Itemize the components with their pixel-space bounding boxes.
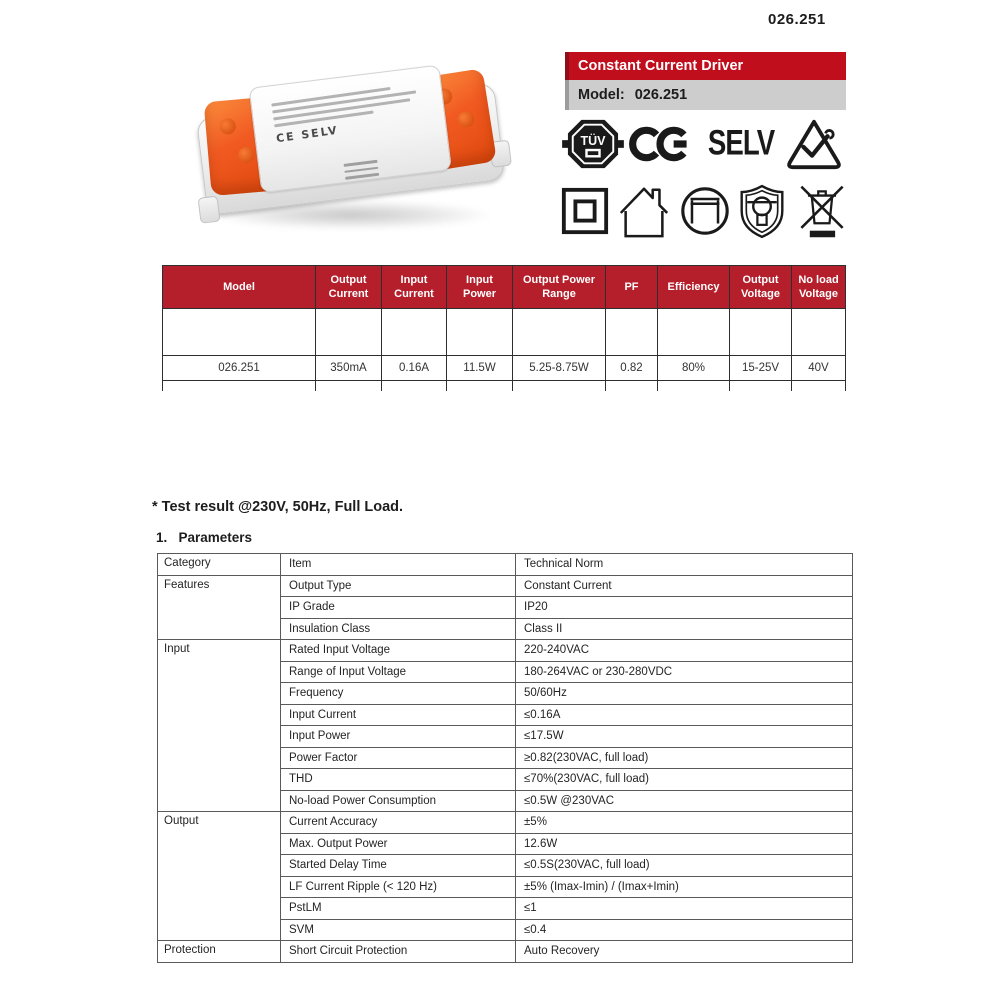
selv-icon: SELV (708, 123, 775, 163)
spec-output-current: 350mA (316, 356, 382, 381)
param-item: LF Current Ripple (< 120 Hz) (281, 876, 516, 898)
model-value: 026.251 (634, 87, 688, 103)
param-item: SVM (281, 919, 516, 941)
param-norm: Auto Recovery (516, 941, 853, 963)
spec-header-output-current: Output Current (316, 266, 382, 309)
param-item: THD (281, 769, 516, 791)
parameters-table (157, 553, 853, 963)
param-item: Insulation Class (281, 618, 516, 640)
param-item: Output Type (281, 575, 516, 597)
spec-no-load-voltage: 40V (792, 356, 846, 381)
parameters-heading: 1. Parameters (156, 530, 253, 545)
param-item: PstLM (281, 898, 516, 920)
cert-icons-row2 (560, 177, 852, 245)
spec-cutoff-row (163, 381, 846, 392)
table-row (158, 941, 853, 963)
param-item: Item (281, 554, 516, 576)
title-banner (565, 52, 846, 110)
vent-slits (344, 160, 380, 183)
param-norm: ±5% (516, 812, 853, 834)
cert-icons-row1 (562, 114, 846, 174)
param-norm: 50/60Hz (516, 683, 853, 705)
param-category: Output (158, 812, 281, 941)
spec-header-row (163, 266, 846, 309)
param-norm: ≤70%(230VAC, full load) (516, 769, 853, 791)
spec-header-no-load-voltage: No load Voltage (792, 266, 846, 309)
table-row (158, 575, 853, 597)
param-item: No-load Power Consumption (281, 790, 516, 812)
banner-title: Constant Current Driver (565, 52, 846, 80)
spec-header-input-power: Input Power (447, 266, 513, 309)
param-category: Input (158, 640, 281, 812)
param-category: Category (158, 554, 281, 576)
spec-header-efficiency: Efficiency (658, 266, 730, 309)
rcm-icon (782, 117, 846, 171)
tuv-icon (562, 117, 624, 171)
param-item: Started Delay Time (281, 855, 516, 877)
mounting-ear-left (198, 196, 221, 224)
spec-input-current: 0.16A (382, 356, 447, 381)
spec-header-model: Model (163, 266, 316, 309)
class-ii-icon (560, 186, 610, 236)
doc-number: 026.251 (768, 11, 826, 28)
spec-efficiency: 80% (658, 356, 730, 381)
param-norm: IP20 (516, 597, 853, 619)
spec-header-output-voltage: Output Voltage (730, 266, 792, 309)
param-item: Max. Output Power (281, 833, 516, 855)
model-label: Model: (578, 87, 625, 103)
control-gear-circle-icon (678, 184, 732, 238)
param-norm: ≤0.4 (516, 919, 853, 941)
param-norm: 12.6W (516, 833, 853, 855)
param-norm: 180-264VAC or 230-280VDC (516, 661, 853, 683)
param-item: Current Accuracy (281, 812, 516, 834)
spec-data-row (163, 356, 846, 381)
protection-shield-icon (738, 182, 786, 240)
param-norm: ±5% (Imax-Imin) / (Imax+Imin) (516, 876, 853, 898)
param-norm: ≤0.16A (516, 704, 853, 726)
spec-pf: 0.82 (606, 356, 658, 381)
table-row (158, 554, 853, 576)
indoor-use-icon (616, 182, 672, 240)
spec-empty-row (163, 309, 846, 356)
param-norm: ≤0.5W @230VAC (516, 790, 853, 812)
param-item: IP Grade (281, 597, 516, 619)
param-norm: 220-240VAC (516, 640, 853, 662)
param-norm: Technical Norm (516, 554, 853, 576)
param-category: Features (158, 575, 281, 640)
test-result-note: * Test result @230V, 50Hz, Full Load. (152, 499, 404, 515)
spec-output-voltage: 15-25V (730, 356, 792, 381)
spec-header-pf: PF (606, 266, 658, 309)
param-category: Protection (158, 941, 281, 963)
param-norm: ≥0.82(230VAC, full load) (516, 747, 853, 769)
param-item: Short Circuit Protection (281, 941, 516, 963)
spec-table (162, 265, 848, 391)
param-item: Rated Input Voltage (281, 640, 516, 662)
param-norm: ≤1 (516, 898, 853, 920)
spec-model: 026.251 (163, 356, 316, 381)
spec-header-output-power-range: Output Power Range (513, 266, 606, 309)
table-row (158, 640, 853, 662)
spec-header-input-current: Input Current (382, 266, 447, 309)
param-item: Power Factor (281, 747, 516, 769)
param-norm: Class II (516, 618, 853, 640)
param-norm: ≤17.5W (516, 726, 853, 748)
product-photo (188, 50, 520, 258)
param-item: Range of Input Voltage (281, 661, 516, 683)
spec-input-power: 11.5W (447, 356, 513, 381)
label-marks: CE SELV (275, 123, 340, 146)
banner-model-bar (565, 80, 846, 110)
svg-text:TÜV: TÜV (580, 133, 606, 148)
param-norm: ≤0.5S(230VAC, full load) (516, 855, 853, 877)
ce-icon (629, 119, 701, 169)
param-item: Frequency (281, 683, 516, 705)
spec-output-power-range: 5.25-8.75W (513, 356, 606, 381)
param-item: Input Current (281, 704, 516, 726)
weee-bin-icon (792, 181, 852, 241)
param-item: Input Power (281, 726, 516, 748)
driver-label (271, 82, 427, 145)
param-norm: Constant Current (516, 575, 853, 597)
table-row (158, 812, 853, 834)
